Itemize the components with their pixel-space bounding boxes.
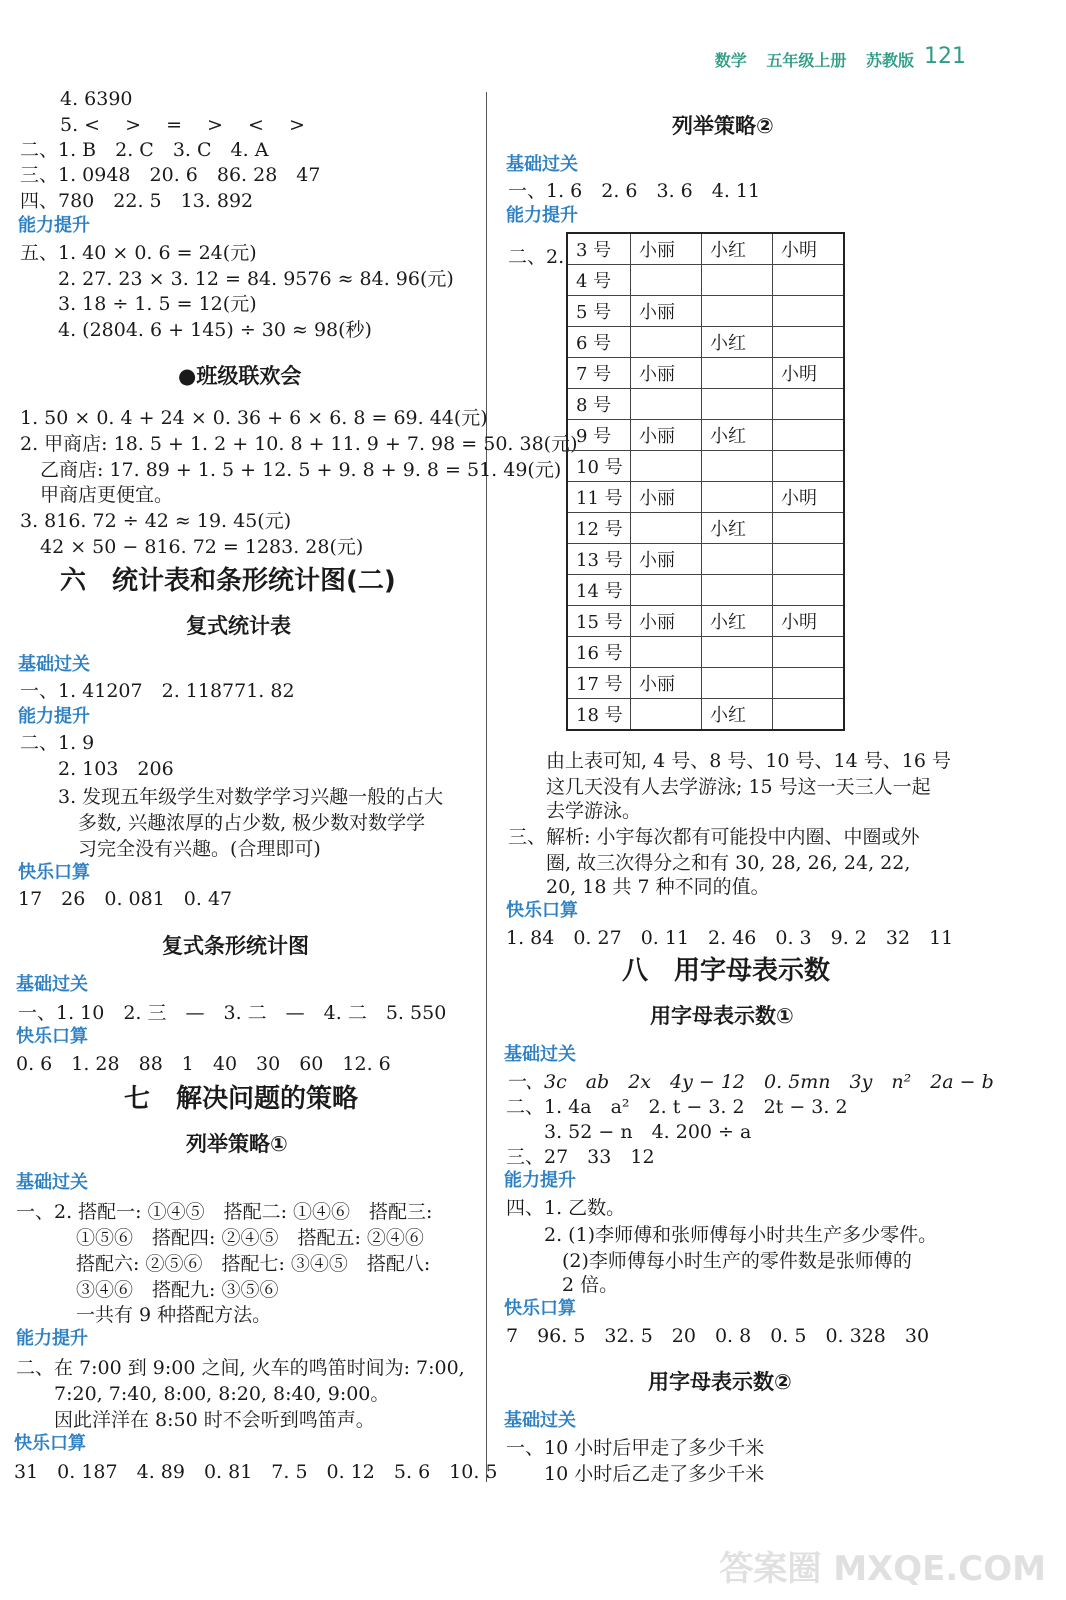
section-heading: 列举策略①: [186, 1132, 288, 1156]
answer-line: 17 26 0. 081 0. 47: [18, 888, 233, 910]
table-cell: [773, 451, 845, 482]
table-cell: [702, 637, 773, 668]
section-tag: 快乐口算: [16, 1026, 88, 1047]
table-cell: [702, 265, 773, 296]
section-tag: 快乐口算: [504, 1298, 576, 1319]
answer-line: 20, 18 共 7 种不同的值。: [546, 876, 770, 898]
table-cell: 7 号: [567, 358, 631, 389]
section-tag: 能力提升: [504, 1170, 576, 1191]
table-cell: 小明: [773, 233, 845, 265]
table-cell: [631, 265, 702, 296]
table-cell: [773, 389, 845, 420]
section-heading: 复式条形统计图: [162, 934, 309, 958]
table-cell: 小丽: [631, 482, 702, 513]
table-cell: 18 号: [567, 699, 631, 731]
table-cell: 15 号: [567, 606, 631, 637]
answer-line: 1. 50 × 0. 4 + 24 × 0. 36 + 6 × 6. 8 = 69. 44(元): [20, 407, 488, 429]
table-cell: 14 号: [567, 575, 631, 606]
table-cell: 8 号: [567, 389, 631, 420]
section-heading: 列举策略②: [672, 114, 774, 138]
table-cell: 小丽: [631, 233, 702, 265]
page-header: [701, 48, 958, 71]
answer-line: 二、1. 9: [20, 732, 95, 754]
table-cell: [773, 296, 845, 327]
section-heading: ●班级联欢会: [178, 364, 302, 388]
table-cell: [631, 637, 702, 668]
table-cell: [702, 296, 773, 327]
section-tag: 快乐口算: [14, 1433, 86, 1454]
section-tag: 基础过关: [504, 1410, 576, 1431]
table-cell: 小丽: [631, 606, 702, 637]
answer-line: 乙商店: 17. 89 + 1. 5 + 12. 5 + 9. 8 + 9. 8 = 51. 49(元): [40, 459, 562, 481]
answer-line: 42 × 50 − 816. 72 = 1283. 28(元): [40, 536, 364, 558]
answer-line: 三、解析: 小宇每次都有可能投中内圈、中圈或外: [508, 826, 920, 848]
table-row: [567, 389, 844, 420]
answer-line: 圈, 故三次得分之和有 30, 28, 26, 24, 22,: [546, 852, 911, 874]
answer-line: 4. 6390: [60, 88, 133, 110]
table-row: [567, 575, 844, 606]
answer-line: 一、2. 搭配一: ①④⑤ 搭配二: ①④⑥ 搭配三:: [16, 1201, 433, 1223]
table-row: [567, 451, 844, 482]
table-cell: 小红: [702, 233, 773, 265]
table-cell: [631, 389, 702, 420]
table-cell: 13 号: [567, 544, 631, 575]
section-tag: 快乐口算: [506, 900, 578, 921]
answer-line: 2. (1)李师傅和张师傅每小时共生产多少零件。: [544, 1224, 938, 1246]
section-tag: 快乐口算: [18, 862, 90, 883]
answer-line: 一、3c ab 2x 4y − 12 0. 5mn 3y n² 2a − b: [506, 1071, 994, 1093]
answer-line: 7:20, 7:40, 8:00, 8:20, 8:40, 9:00。: [54, 1383, 390, 1405]
table-cell: 小明: [773, 482, 845, 513]
answer-line: 2. 103 206: [58, 758, 174, 780]
section-heading: 复式统计表: [186, 614, 291, 638]
table-cell: [773, 265, 845, 296]
section-tag: 基础过关: [504, 1044, 576, 1065]
answer-line: ①⑤⑥ 搭配四: ②④⑤ 搭配五: ②④⑥: [76, 1227, 424, 1249]
table-cell: [702, 575, 773, 606]
table-cell: [773, 327, 845, 358]
column-divider: [486, 92, 487, 1482]
answer-line: 1. 84 0. 27 0. 11 2. 46 0. 3 9. 2 32 11: [506, 927, 954, 949]
answer-line: 五、1. 40 × 0. 6 = 24(元): [20, 242, 257, 264]
answer-line: 2 倍。: [562, 1274, 619, 1296]
table-cell: [702, 451, 773, 482]
table-row: [567, 606, 844, 637]
answer-line: 三、1. 0948 20. 6 86. 28 47: [20, 164, 321, 186]
table-cell: [773, 637, 845, 668]
table-cell: [773, 513, 845, 544]
answer-line: 二、1. B 2. C 3. C 4. A: [20, 139, 269, 161]
section-tag: 基础过关: [16, 974, 88, 995]
answer-line: 由上表可知, 4 号、8 号、10 号、14 号、16 号: [546, 750, 951, 772]
table-cell: [702, 389, 773, 420]
answer-line: 搭配六: ②⑤⑥ 搭配七: ③④⑤ 搭配八:: [76, 1253, 431, 1275]
table-row: [567, 668, 844, 699]
chapter-heading: 六 统计表和条形统计图(二): [60, 566, 396, 596]
table-row: [567, 358, 844, 389]
answer-line: 二、1. 4a a² 2. t − 3. 2 2t − 3. 2: [506, 1096, 848, 1118]
table-cell: 小红: [702, 699, 773, 731]
table-cell: 12 号: [567, 513, 631, 544]
answer-line: 这几天没有人去学游泳; 15 号这一天三人一起: [546, 776, 931, 798]
swim-schedule-table: [566, 232, 845, 731]
table-row: [567, 637, 844, 668]
table-cell: 小丽: [631, 544, 702, 575]
section-heading: 用字母表示数①: [650, 1004, 794, 1028]
table-row: [567, 233, 844, 265]
table-cell: 小红: [702, 513, 773, 544]
table-cell: [702, 358, 773, 389]
answer-line: 一、1. 41207 2. 118771. 82: [20, 680, 295, 702]
table-cell: [773, 699, 845, 731]
answer-line: 3. 18 ÷ 1. 5 = 12(元): [58, 293, 257, 315]
answer-line: 3. 发现五年级学生对数学学习兴趣一般的占大: [58, 786, 444, 808]
answer-line: 一、1. 6 2. 6 3. 6 4. 11: [508, 180, 761, 202]
answer-line: 一、10 小时后甲走了多少千米: [506, 1437, 765, 1459]
table-cell: 16 号: [567, 637, 631, 668]
chapter-heading: 八 用字母表示数: [622, 956, 831, 986]
table-cell: 9 号: [567, 420, 631, 451]
table-cell: 5 号: [567, 296, 631, 327]
table-row: [567, 265, 844, 296]
table-cell: 3 号: [567, 233, 631, 265]
answer-line: 二、在 7:00 到 9:00 之间, 火车的鸣笛时间为: 7:00,: [16, 1357, 465, 1379]
answer-line: 一共有 9 种搭配方法。: [76, 1304, 272, 1326]
table-cell: [773, 544, 845, 575]
answer-line: 习完全没有兴趣。(合理即可): [78, 838, 321, 860]
section-tag: 能力提升: [506, 205, 578, 226]
table-cell: 小丽: [631, 668, 702, 699]
table-cell: [631, 575, 702, 606]
table-cell: 小明: [773, 606, 845, 637]
table-cell: 6 号: [567, 327, 631, 358]
answer-line: 3. 52 − n 4. 200 ÷ a: [544, 1121, 752, 1143]
answer-line: 2. 甲商店: 18. 5 + 1. 2 + 10. 8 + 11. 9 + 7. 98 = 50. 38(元): [20, 433, 578, 455]
table-cell: [773, 420, 845, 451]
table-cell: 小丽: [631, 296, 702, 327]
answer-line: 四、1. 乙数。: [506, 1197, 626, 1219]
section-tag: 基础过关: [16, 1172, 88, 1193]
answer-line: 四、780 22. 5 13. 892: [20, 190, 254, 212]
table-cell: 小明: [773, 358, 845, 389]
table-cell: 小红: [702, 327, 773, 358]
table-row: [567, 296, 844, 327]
answer-line: 5. < > = > < >: [60, 114, 305, 136]
table-row: [567, 420, 844, 451]
page-number: 121: [924, 44, 966, 69]
section-tag: 能力提升: [16, 1328, 88, 1349]
table-cell: [631, 327, 702, 358]
answer-line: 二、2.: [508, 246, 565, 268]
section-tag: 能力提升: [18, 706, 90, 727]
table-cell: 11 号: [567, 482, 631, 513]
table-row: [567, 513, 844, 544]
table-row: [567, 699, 844, 731]
table-row: [567, 482, 844, 513]
table-cell: 10 号: [567, 451, 631, 482]
answer-line: 因此洋洋在 8:50 时不会听到鸣笛声。: [54, 1409, 375, 1431]
answer-line: ③④⑥ 搭配九: ③⑤⑥: [76, 1279, 279, 1301]
table-row: [567, 327, 844, 358]
section-tag: 基础过关: [506, 154, 578, 175]
table-cell: 小丽: [631, 420, 702, 451]
header-grade: 五年级上册: [766, 51, 847, 70]
table-cell: 小红: [702, 606, 773, 637]
answer-line: 31 0. 187 4. 89 0. 81 7. 5 0. 12 5. 6 10. 5: [14, 1461, 498, 1483]
table-cell: [631, 513, 702, 544]
watermark: 答案圈 MXQE.COM: [719, 1549, 1046, 1589]
section-tag: 基础过关: [18, 654, 90, 675]
answer-line: 2. 27. 23 × 3. 12 = 84. 9576 ≈ 84. 96(元): [58, 268, 454, 290]
section-heading: 用字母表示数②: [648, 1370, 792, 1394]
answer-line: 4. (2804. 6 + 145) ÷ 30 ≈ 98(秒): [58, 319, 372, 341]
table-cell: [773, 668, 845, 699]
answer-line: 甲商店更便宜。: [40, 484, 174, 506]
header-subject: 数学: [714, 51, 747, 70]
table-cell: [773, 575, 845, 606]
answer-line: 多数, 兴趣浓厚的占少数, 极少数对数学学: [78, 812, 426, 834]
answer-line: (2)李师傅每小时生产的零件数是张师傅的: [562, 1250, 912, 1272]
table-cell: 小红: [702, 420, 773, 451]
answer-line: 三、27 33 12: [506, 1146, 655, 1168]
table-row: [567, 544, 844, 575]
answer-line: 10 小时后乙走了多少千米: [544, 1463, 765, 1485]
table-cell: [631, 699, 702, 731]
table-cell: [631, 451, 702, 482]
section-tag: 能力提升: [18, 215, 90, 236]
answer-line: 7 96. 5 32. 5 20 0. 8 0. 5 0. 328 30: [506, 1325, 930, 1347]
table-cell: [702, 544, 773, 575]
table-cell: [702, 668, 773, 699]
chapter-heading: 七 解决问题的策略: [124, 1084, 359, 1114]
table-cell: 4 号: [567, 265, 631, 296]
table-cell: [702, 482, 773, 513]
table-cell: 17 号: [567, 668, 631, 699]
answer-line: 去学游泳。: [546, 800, 642, 822]
header-edition: 苏教版: [865, 51, 914, 70]
answer-line: 3. 816. 72 ÷ 42 ≈ 19. 45(元): [20, 510, 292, 532]
table-cell: 小丽: [631, 358, 702, 389]
answer-line: 0. 6 1. 28 88 1 40 30 60 12. 6: [16, 1053, 391, 1075]
answer-line: 一、1. 10 2. 三 — 3. 二 — 4. 二 5. 550: [18, 1002, 447, 1024]
